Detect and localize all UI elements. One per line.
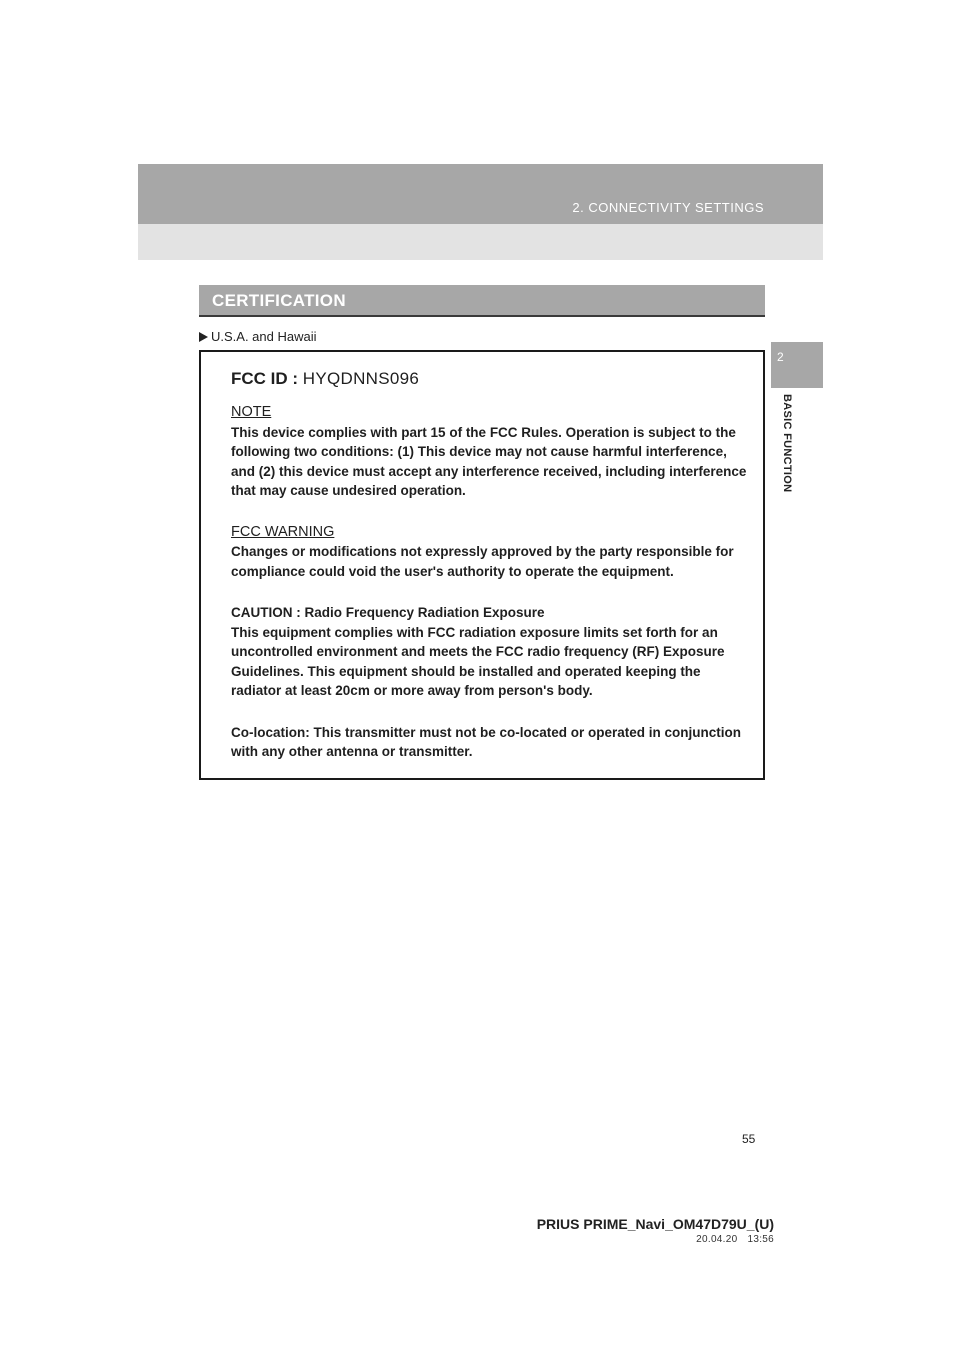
document-timestamp bbox=[696, 1234, 774, 1245]
fcc-id-value: HYQDNNS096 bbox=[302, 369, 420, 388]
region-label-row bbox=[199, 329, 317, 344]
note-title: NOTE bbox=[231, 404, 272, 420]
note-text: This device complies with part 15 of the FCC Rules. Operation is subject to the following two conditions: (1) This device may not cause harmful interference, and (2) this device must accept any interference received, including interference that may cause undesired operation. bbox=[231, 424, 747, 498]
certificate-box bbox=[199, 350, 765, 780]
header-bar bbox=[138, 164, 823, 224]
caution-label: CAUTION : bbox=[231, 605, 301, 620]
warning-title: FCC WARNING bbox=[231, 523, 335, 540]
document-date: 20.04.20 bbox=[696, 1234, 738, 1245]
chapter-number: 2 bbox=[777, 350, 784, 364]
certificate-content bbox=[231, 368, 751, 762]
fcc-id-line bbox=[231, 368, 751, 390]
chapter-tab bbox=[771, 342, 823, 388]
colocation-text: Co-location: This transmitter must not be co-located or operated in conjunction with any other antenna or transmitter. bbox=[231, 724, 742, 759]
document-time: 13:56 bbox=[747, 1234, 774, 1245]
section-heading: CERTIFICATION bbox=[212, 291, 346, 310]
section-heading-bar bbox=[199, 285, 765, 317]
header-subbar bbox=[138, 224, 823, 260]
caution-title: Radio Frequency Radiation Exposure bbox=[304, 605, 545, 620]
caution-heading bbox=[231, 603, 751, 623]
chapter-title: BASIC FUNCTION bbox=[781, 394, 793, 493]
caution-text: This equipment complies with FCC radiation exposure limits set forth for an uncontrolled environment and meets the FCC radio frequency (RF) Exposure Guidelines. This equipment should be installed and operated keeping the radiator at least 20cm or more away from person's body. bbox=[231, 624, 725, 698]
document-id: PRIUS PRIME_Navi_OM47D79U_(U) bbox=[536, 1216, 774, 1232]
triangle-right-icon bbox=[199, 332, 208, 342]
fcc-id-label: FCC ID : bbox=[231, 369, 299, 388]
page-number: 55 bbox=[742, 1132, 756, 1146]
section-header-title: 2. CONNECTIVITY SETTINGS bbox=[572, 200, 764, 215]
region-label: U.S.A. and Hawaii bbox=[211, 329, 317, 344]
warning-text: Changes or modifications not expressly approved by the party responsible for compliance could void the user's authority to operate the equipment. bbox=[231, 544, 734, 579]
